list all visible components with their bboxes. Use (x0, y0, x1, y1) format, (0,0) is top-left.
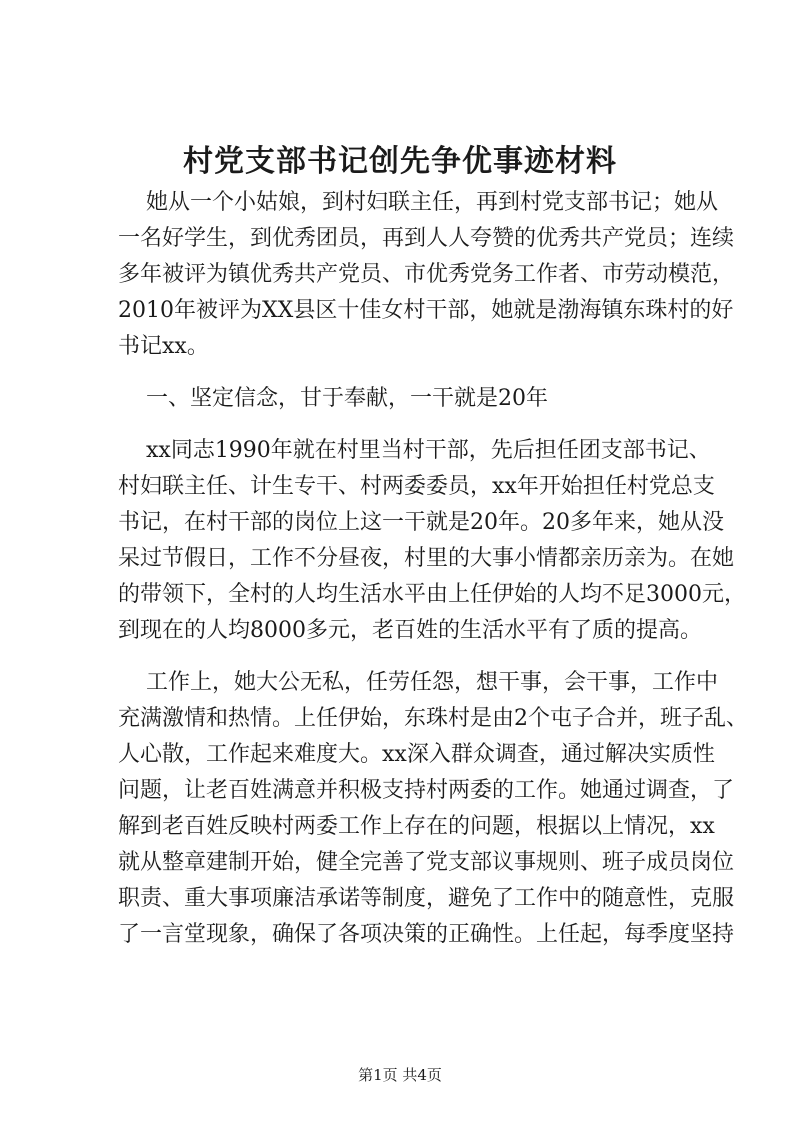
body-line: 多年被评为镇优秀共产党员、市优秀党务工作者、市劳动模范， (118, 262, 735, 287)
body-line: 工作上，她大公无私，任劳任怨，想干事，会干事，工作中 (146, 670, 719, 695)
page-footer: 第1页 共4页 (358, 1066, 442, 1084)
body-line: 书记xx。 (118, 334, 209, 359)
body-line: 书记，在村干部的岗位上这一干就是20年。20多年来，她从没 (118, 510, 724, 535)
body-line: xx同志1990年就在村里当村干部，先后担任团支部书记、 (146, 438, 711, 463)
body-line: 2010年被评为XX县区十佳女村干部，她就是渤海镇东珠村的好 (118, 298, 734, 323)
body-line: 充满激情和热情。上任伊始，东珠村是由2个屯子合并，班子乱、 (118, 706, 748, 731)
body-line: 呆过节假日，工作不分昼夜，村里的大事小情都亲历亲为。在她 (118, 546, 735, 571)
section-heading: 一、坚定信念，甘于奉献，一干就是20年 (146, 386, 548, 411)
document-title: 村党支部书记创先争优事迹材料 (183, 144, 617, 179)
body-line: 一名好学生，到优秀团员，再到人人夸赞的优秀共产党员；连续 (118, 226, 735, 251)
body-line: 了一言堂现象，确保了各项决策的正确性。上任起，每季度坚持 (118, 922, 735, 947)
body-line: 到现在的人均8000多元，老百姓的生活水平有了质的提高。 (118, 618, 702, 643)
body-line: 村妇联主任、计生专干、村两委委员，xx年开始担任村党总支 (118, 474, 715, 499)
body-line: 人心散，工作起来难度大。xx深入群众调查，通过解决实质性 (118, 742, 715, 767)
body-line: 问题，让老百姓满意并积极支持村两委的工作。她通过调查，了 (118, 778, 735, 803)
body-line: 的带领下，全村的人均生活水平由上任伊始的人均不足3000元， (118, 582, 746, 607)
body-line: 就从整章建制开始，健全完善了党支部议事规则、班子成员岗位 (118, 850, 735, 875)
body-line: 职责、重大事项廉洁承诺等制度，避免了工作中的随意性，克服 (118, 886, 735, 911)
body-line: 她从一个小姑娘，到村妇联主任，再到村党支部书记；她从 (146, 190, 719, 215)
body-line: 解到老百姓反映村两委工作上存在的问题，根据以上情况，xx (118, 814, 715, 839)
